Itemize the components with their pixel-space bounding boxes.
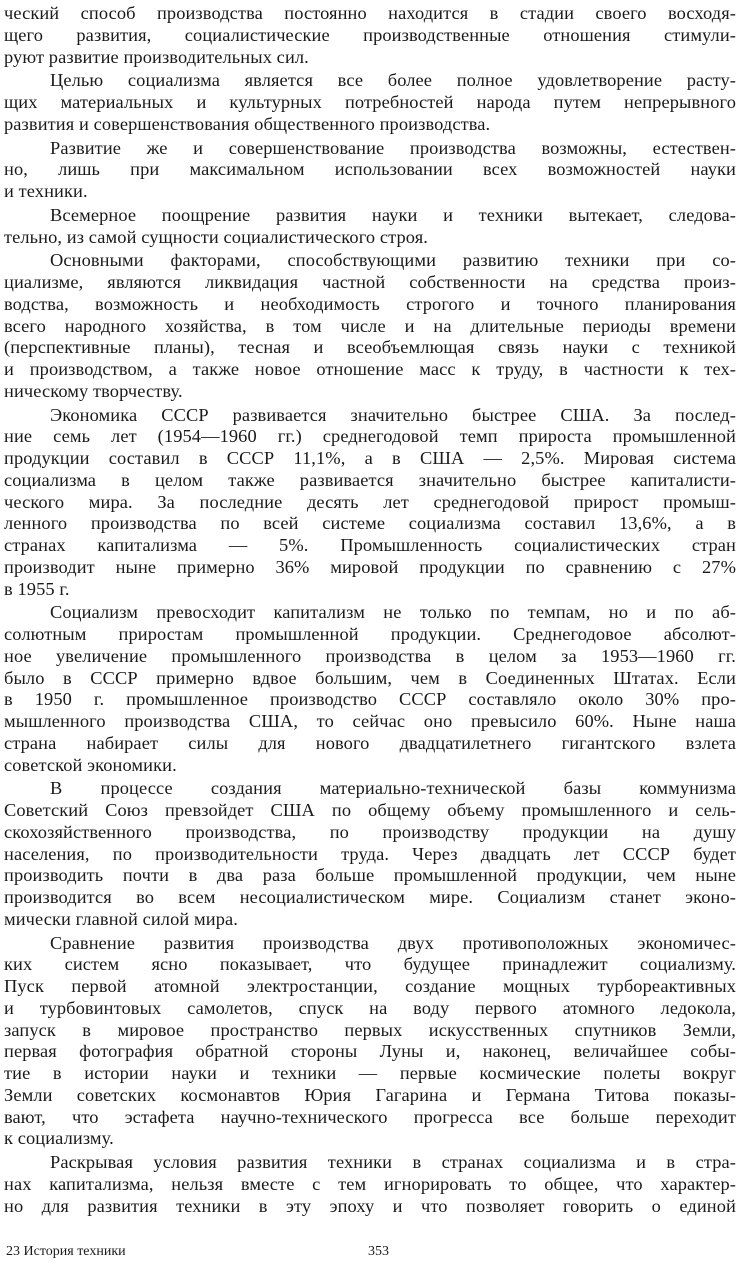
text-line: ческий способ производства постоянно находится в стадии своего восходя- bbox=[4, 3, 736, 23]
paragraph bbox=[4, 3, 736, 68]
text-line: продукции составил в СССР 11,1%, а в США — 2,5%. Мировая система bbox=[4, 448, 736, 468]
text-line: Раскрывая условия развития техники в странах социализма и в стра- bbox=[50, 1152, 736, 1172]
text-line: ние семь лет (1954—1960 гг.) среднегодовой темп прироста промышленной bbox=[4, 426, 736, 447]
text-line: и техники. bbox=[4, 181, 88, 201]
text-line: (перспективные планы), тесная и всеобъемлющая связь науки с техникой bbox=[4, 337, 736, 358]
text-line: Основными факторами, способствующими развитию техники при со- bbox=[50, 250, 736, 271]
text-line: было в СССР примерно вдвое большим, чем в Соединенных Штатах. Если bbox=[4, 667, 736, 688]
text-line: но для развития техники в эту эпоху и что позволяет говорить о единой bbox=[4, 1195, 736, 1216]
text-line: всего народного хозяйства, в том числе и на длительные периоды времени bbox=[4, 315, 736, 336]
text-line: и производством, а также новое отношение масс к труду, в частности к тех- bbox=[4, 359, 736, 379]
text-line: к социализму. bbox=[4, 1128, 114, 1149]
text-line: производит ныне примерно 36% мировой продукции по сравнению с 27% bbox=[4, 556, 736, 577]
paragraph bbox=[4, 70, 736, 135]
text-line: мически главной силой мира. bbox=[4, 908, 238, 929]
text-line: советской экономики. bbox=[4, 754, 177, 775]
text-line: мышленного производства США, то сейчас оно превысило 60%. Ныне наша bbox=[4, 711, 736, 731]
text-line: вают, что эстафета научно-технического прогресса все больше переходит bbox=[4, 1106, 736, 1127]
text-line: ное увеличение промышленного производства в целом за 1953—1960 гг. bbox=[4, 645, 736, 666]
page-footer bbox=[6, 1244, 389, 1262]
text-line: тельно, из самой сущности социалистического строя. bbox=[4, 226, 428, 247]
text-line: Целью социализма является все более полное удовлетворение расту- bbox=[50, 70, 736, 91]
page-number: 353 bbox=[368, 1244, 389, 1259]
text-line: социализма в целом также развивается значительно быстрее капиталисти- bbox=[4, 469, 736, 490]
text-line: водства, возможность и необходимость строгого и точного планирования bbox=[4, 293, 736, 314]
text-line: развития и совершенствования общественного производства. bbox=[4, 113, 491, 134]
paragraph bbox=[4, 405, 736, 601]
text-line: населения, по производительности труда. Через двадцать лет СССР будет bbox=[4, 843, 736, 864]
text-line: щего развития, социалистические производственные отношения стимули- bbox=[4, 24, 736, 45]
paragraph bbox=[4, 1152, 736, 1217]
text-line: Социализм превосходит капитализм не только по темпам, но и по аб- bbox=[50, 602, 736, 623]
text-line: Советский Союз превзойдет США по общему объему промышленного и сель- bbox=[4, 800, 736, 820]
text-line: Сравнение развития производства двух противоположных экономичес- bbox=[50, 932, 736, 953]
text-line: Всемерное поощрение развития науки и техники вытекает, следова- bbox=[50, 204, 736, 225]
text-line: но, лишь при максимальном использовании всех возможностей науки bbox=[4, 159, 736, 180]
text-line: щих материальных и культурных потребностей народа путем непрерывного bbox=[4, 92, 736, 112]
text-line: производить почти в два раза больше промышленной продукции, чем ныне bbox=[4, 865, 736, 886]
paragraph bbox=[4, 933, 736, 1151]
text-line: ких систем ясно показывает, что будущее принадлежит социализму. bbox=[4, 954, 736, 975]
text-line: скохозяйственного производства, по производству продукции на душу bbox=[4, 821, 736, 842]
text-line: В процессе создания материально-технической базы коммунизма bbox=[50, 778, 736, 799]
paragraph bbox=[4, 250, 736, 402]
text-line: ническому творчеству. bbox=[4, 380, 183, 401]
printer-signature: 23 История техники bbox=[6, 1244, 126, 1259]
text-line: руют развитие производительных сил. bbox=[4, 46, 309, 67]
page-body bbox=[4, 3, 736, 1219]
text-line: Земли советских космонавтов Юрия Гагарина и Германа Титова показы- bbox=[4, 1084, 736, 1105]
text-line: Экономика СССР развивается значительно быстрее США. За послед- bbox=[50, 404, 736, 425]
text-line: в 1950 г. промышленное производство СССР составляло около 30% про- bbox=[4, 689, 736, 710]
text-line: нах капитализма, нельзя вместе с тем игнорировать то общее, что характер- bbox=[4, 1173, 736, 1194]
paragraph bbox=[4, 778, 736, 930]
text-line: циализме, являются ликвидация частной собственности на средства произ- bbox=[4, 272, 736, 292]
text-line: тие в истории науки и техники — первые космические полеты вокруг bbox=[4, 1063, 736, 1083]
paragraph bbox=[4, 138, 736, 203]
text-line: ленного производства по всей системе социализма составил 13,6%, а в bbox=[4, 513, 736, 534]
paragraph bbox=[4, 602, 736, 776]
text-line: странах капитализма — 5%. Промышленность социалистических стран bbox=[4, 535, 736, 555]
text-line: страна набирает силы для нового двадцатилетнего гигантского взлета bbox=[4, 732, 736, 753]
text-line: первая фотография обратной стороны Луны и, наконец, величайшее собы- bbox=[4, 1041, 736, 1062]
text-line: солютным приростам промышленной продукции. Среднегодовое абсолют- bbox=[4, 624, 736, 644]
text-line: запуск в мировое пространство первых искусственных спутников Земли, bbox=[4, 1019, 736, 1040]
text-line: производится во всем несоциалистическом мире. Социализм станет эконо- bbox=[4, 887, 736, 907]
text-line: в 1955 г. bbox=[4, 578, 70, 599]
text-line: ческого мира. За последние десять лет среднегодовой прирост промыш- bbox=[4, 491, 736, 512]
text-line: и турбовинтовых самолетов, спуск на воду первого атомного ледокола, bbox=[4, 997, 736, 1018]
text-line: Развитие же и совершенствование производства возможны, естествен- bbox=[50, 137, 736, 158]
text-line: Пуск первой атомной электростанции, создание мощных турбореактивных bbox=[4, 976, 736, 996]
paragraph bbox=[4, 205, 736, 249]
